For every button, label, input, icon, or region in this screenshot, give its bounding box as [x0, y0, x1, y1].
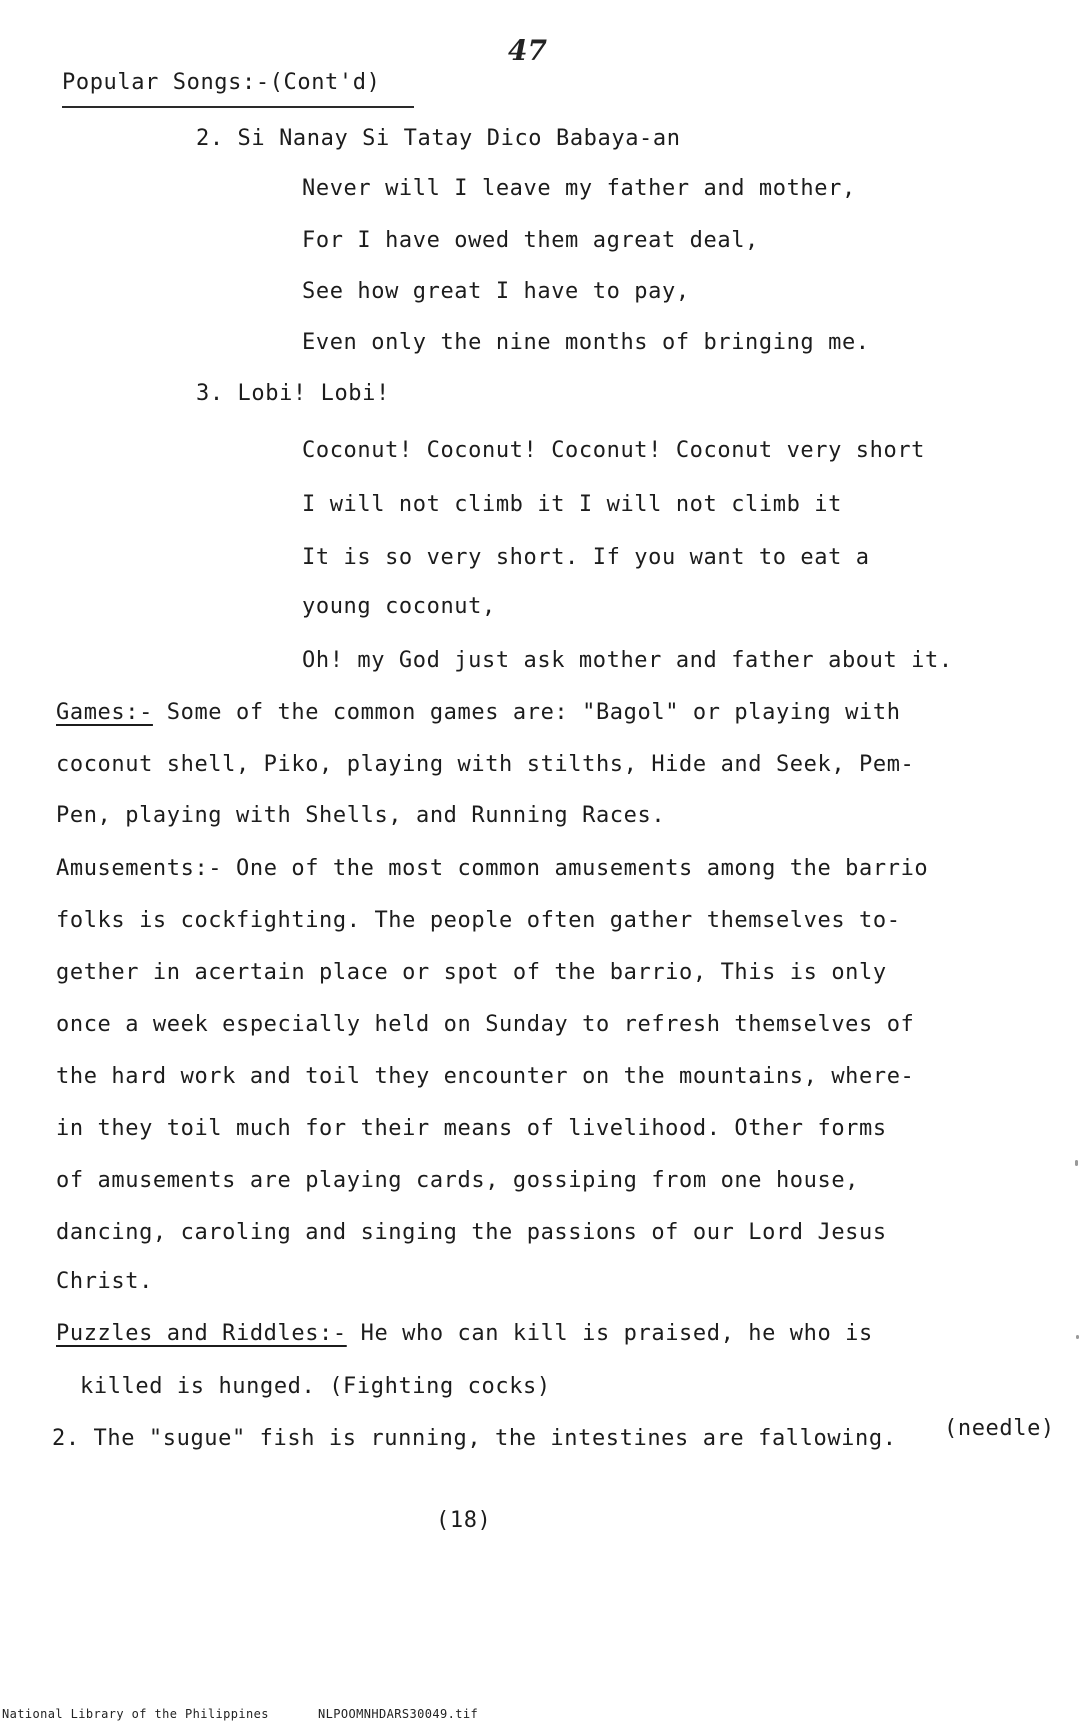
amusements-paragraph-line: dancing, caroling and singing the passions of our Lord Jesus [56, 1220, 887, 1245]
song-line: Oh! my God just ask mother and father about it. [302, 648, 953, 673]
amusements-text: One of the most common amusements among the barrio [222, 856, 929, 881]
puzzles-paragraph-line [56, 1321, 873, 1347]
song-line: young coconut, [302, 594, 496, 619]
amusements-paragraph-line: of amusements are playing cards, gossiping from one house, [56, 1168, 860, 1193]
games-paragraph-line: Pen, playing with Shells, and Running Races. [56, 803, 666, 828]
puzzles-text: He who can kill is praised, he who is [346, 1321, 873, 1346]
song-line: Coconut! Coconut! Coconut! Coconut very short [302, 438, 926, 463]
amusements-paragraph-line: in they toil much for their means of livelihood. Other forms [56, 1116, 887, 1141]
song-line: For I have owed them agreat deal, [302, 228, 759, 253]
amusements-label: Amusements:- [56, 856, 223, 881]
amusements-paragraph-line: Christ. [56, 1269, 153, 1294]
song-title: 2. Si Nanay Si Tatay Dico Babaya-an [196, 126, 681, 151]
scan-speck [1075, 1160, 1078, 1166]
puzzles-label: Puzzles and Riddles:- [56, 1321, 347, 1346]
heading-underline [62, 106, 414, 108]
games-paragraph-line [56, 700, 901, 726]
games-text: Some of the common games are: "Bagol" or playing with [152, 700, 901, 725]
games-label: Games:- [56, 700, 153, 725]
amusements-paragraph-line [56, 856, 928, 882]
song-line: Even only the nine months of bringing me. [302, 330, 870, 355]
puzzles-paragraph-line: killed is hunged. (Fighting cocks) [80, 1374, 551, 1399]
amusements-paragraph-line: folks is cockfighting. The people often gather themselves to- [56, 908, 901, 933]
puzzles-paragraph-line: 2. The "sugue" fish is running, the intestines are fallowing. [52, 1426, 897, 1451]
song-line: Never will I leave my father and mother, [302, 176, 856, 201]
amusements-paragraph-line: gether in acertain place or spot of the barrio, This is only [56, 960, 887, 985]
footer-library-name: National Library of the Philippines [2, 1707, 269, 1721]
scan-speck [1076, 1335, 1079, 1339]
riddle-answer-needle: (needle) [944, 1416, 1055, 1441]
amusements-paragraph-line: once a week especially held on Sunday to refresh themselves of [56, 1012, 915, 1037]
song-title: 3. Lobi! Lobi! [196, 381, 390, 406]
amusements-paragraph-line: the hard work and toil they encounter on the mountains, where- [56, 1064, 915, 1089]
song-line: See how great I have to pay, [302, 279, 690, 304]
footer-file-name: NLPOOMNHDARS30049.tif [318, 1707, 479, 1721]
song-line: It is so very short. If you want to eat a [302, 545, 870, 570]
games-paragraph-line: coconut shell, Piko, playing with stilths, Hide and Seek, Pem- [56, 752, 915, 777]
song-line: I will not climb it I will not climb it [302, 492, 842, 517]
section-heading-popular-songs: Popular Songs:-(Cont'd) [62, 70, 381, 95]
page-number: 47 [508, 34, 547, 67]
bottom-page-number: (18) [436, 1508, 492, 1533]
